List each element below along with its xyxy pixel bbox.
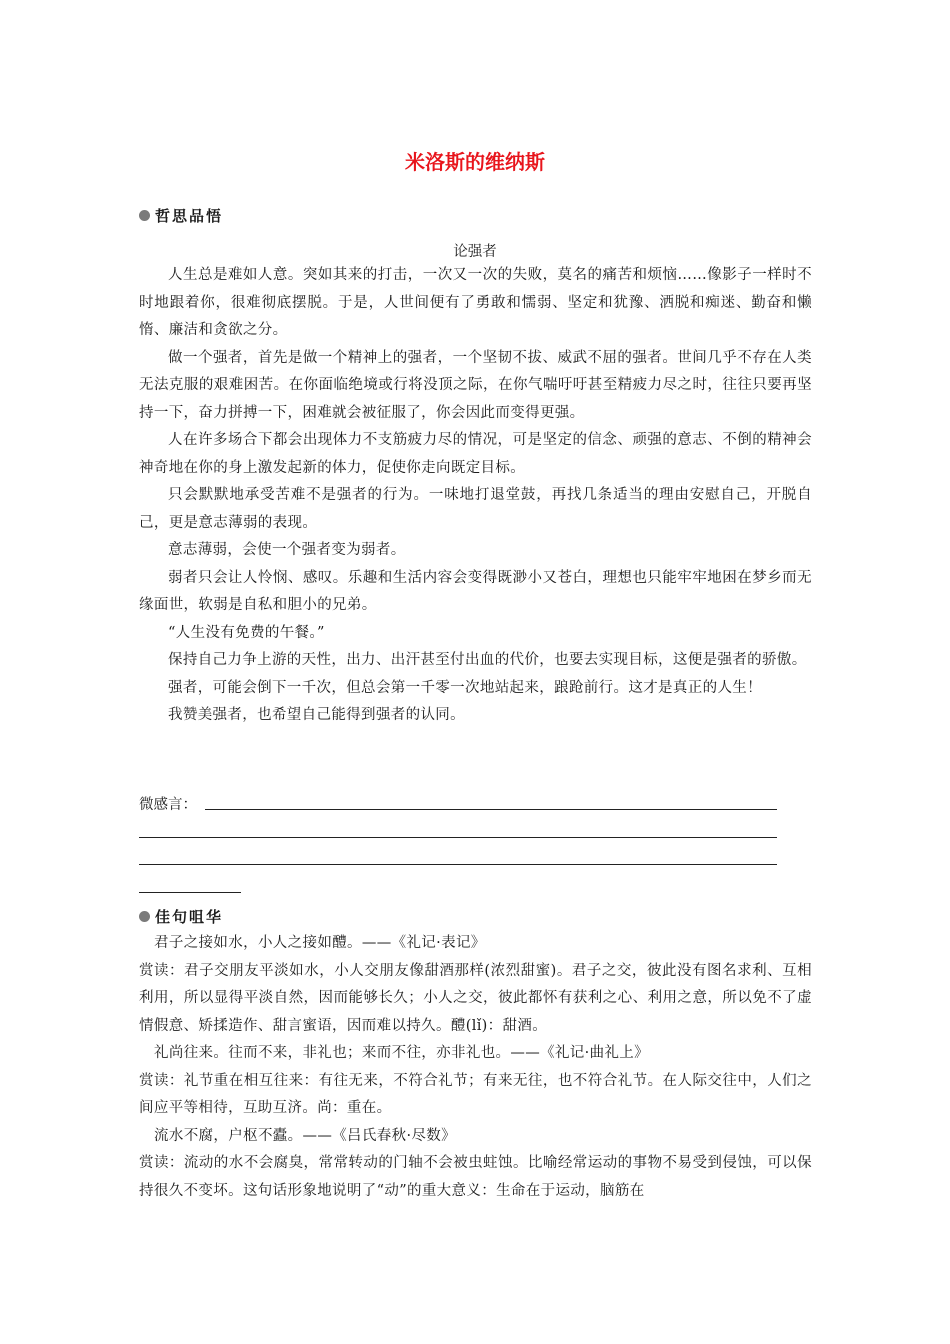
- essay-paragraph: 做一个强者，首先是做一个精神上的强者，一个坚韧不拔、威武不屈的强者。世间几乎不存在人类无法克服的艰难困苦。在你面临绝境或行将没顶之际，在你气喘吁吁甚至精疲力尽之时，往往只要再坚持一下，奋力拼搏一下，困难就会被征服了，你会因此而变得更强。: [139, 349, 812, 421]
- reflection-write-line[interactable]: [139, 837, 777, 838]
- section-heading-quotes: [139, 906, 223, 927]
- essay-title: 论强者: [453, 244, 497, 260]
- quote-comment: 赏读：流动的水不会腐臭，常常转动的门轴不会被虫蛀蚀。比喻经常运动的事物不易受到侵蚀，可以保持很久不变坏。这句话形象地说明了“动”的重大意义：生命在于运动，脑筋在: [139, 1155, 812, 1199]
- section-heading-label: 佳句咀华: [155, 908, 224, 926]
- page-title: 米洛斯的维纳斯: [405, 150, 545, 174]
- section-heading-philosophy: [139, 205, 223, 226]
- reflection-write-line[interactable]: [139, 864, 777, 865]
- essay-body: [139, 262, 812, 730]
- essay-paragraph: “人生没有免费的午餐。”: [168, 624, 325, 641]
- bullet-icon: [139, 911, 150, 922]
- essay-paragraph: 保持自己力争上游的天性，出力、出汗甚至付出血的代价，也要去实现目标，这便是强者的骄傲。: [168, 652, 807, 668]
- essay-paragraph: 意志薄弱，会使一个强者变为弱者。: [168, 542, 406, 558]
- essay-paragraph: 强者，可能会倒下一千次，但总会第一千零一次地站起来，踉跄前行。这才是真正的人生！: [168, 679, 762, 696]
- section-heading-label: 哲思品悟: [155, 207, 224, 225]
- reflection-write-line[interactable]: [139, 892, 241, 893]
- quote-comment: 赏读：君子交朋友平淡如水，小人交朋友像甜酒那样(浓烈甜蜜)。君子之交，彼此没有图名求利、互相利用，所以显得平淡自然，因而能够长久；小人之交，彼此都怀有获利之心、利用之意，所以免不了虚情假意、矫揉造作、甜言蜜语，因而难以持久。醴(lǐ)：甜酒。: [139, 962, 812, 1034]
- essay-paragraph: 人在许多场合下都会出现体力不支筋疲力尽的情况，可是坚定的信念、顽强的意志、不倒的精神会神奇地在你的身上激发起新的体力，促使你走向既定目标。: [139, 432, 812, 476]
- quote-comment: 赏读：礼节重在相互往来：有往无来，不符合礼节；有来无往，也不符合礼节。在人际交往中，人们之间应平等相待，互助互济。尚：重在。: [139, 1072, 812, 1116]
- quote-line: 流水不腐，户枢不蠹。——《吕氏春秋·尽数》: [154, 1127, 456, 1144]
- bullet-icon: [139, 210, 150, 221]
- reflection-write-line[interactable]: [205, 809, 777, 810]
- essay-paragraph: 弱者只会让人怜悯、感叹。乐趣和生活内容会变得既渺小又苍白，理想也只能牢牢地困在梦乡而无缘面世，软弱是自私和胆小的兄弟。: [139, 569, 812, 613]
- reflection-label: 微感言：: [139, 797, 197, 813]
- essay-paragraph: 我赞美强者，也希望自己能得到强者的认同。: [168, 707, 465, 723]
- quote-line: 礼尚往来。往而不来，非礼也；来而不往，亦非礼也。——《礼记·曲礼上》: [154, 1045, 650, 1061]
- essay-paragraph: 人生总是难如人意。突如其来的打击，一次又一次的失败，莫名的痛苦和烦恼……像影子一样时不时地跟着你，很难彻底摆脱。于是，人世间便有了勇敢和懦弱、坚定和犹豫、洒脱和痴迷、勤奋和懒惰、廉洁和贪欲之分。: [139, 267, 812, 338]
- quote-line: 君子之接如水，小人之接如醴。——《礼记·表记》: [154, 935, 486, 951]
- essay-paragraph: 只会默默地承受苦难不是强者的行为。一味地打退堂鼓，再找几条适当的理由安慰自己，开脱自己，更是意志薄弱的表现。: [139, 487, 812, 531]
- quotes-body: [139, 930, 812, 1205]
